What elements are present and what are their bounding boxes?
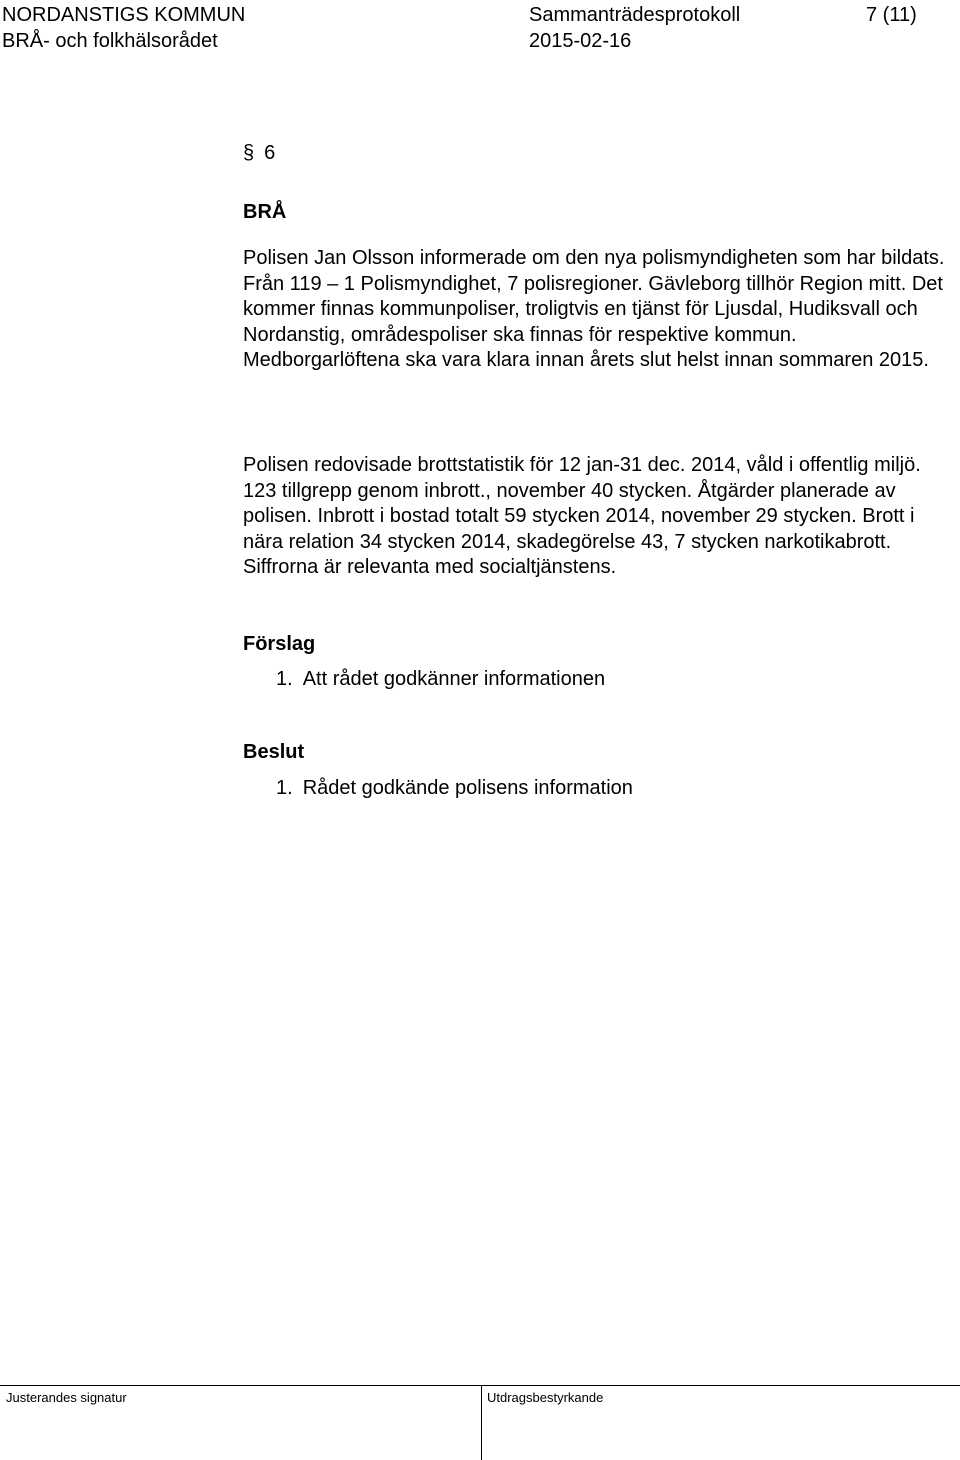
body-paragraph-2 xyxy=(243,453,948,581)
section-number-value: 6 xyxy=(264,142,276,164)
paragraph-text: Medborgarlöftena ska vara klara innan årets slut helst innan sommaren 2015. xyxy=(243,349,929,371)
footer-divider xyxy=(481,1386,482,1460)
header-date: 2015-02-16 xyxy=(529,30,632,52)
footer-justerandes-signatur: Justerandes signatur xyxy=(6,1390,127,1405)
signature-footer xyxy=(0,1385,960,1460)
section-number xyxy=(243,140,275,166)
footer-utdragsbestyrkande: Utdragsbestyrkande xyxy=(487,1390,604,1405)
paragraph-text: Polisen redovisade brottstatistik för 12 jan-31 dec. 2014, våld i offentlig miljö. 123 tillgrepp genom inbrott., november 40 stycken. Åtgärder planerade av polisen. Inbrott i bostad totalt 59 stycken 2014, november 29 stycken. Brott i nära relation 34 stycken 2014, skadegörelse 43, 7 stycken narkotikabrott. Siffrorna är relevanta med socialtjänstens. xyxy=(243,454,921,578)
beslut-heading: Beslut xyxy=(243,741,305,763)
beslut-item xyxy=(276,775,633,801)
forslag-item-number: 1. xyxy=(276,668,293,690)
forslag-heading: Förslag xyxy=(243,633,316,655)
header-municipality: NORDANSTIGS KOMMUN xyxy=(2,4,246,26)
header-doc-type: Sammanträdesprotokoll xyxy=(529,4,741,26)
section-symbol: § xyxy=(243,142,255,164)
body-paragraph-1 xyxy=(243,246,948,374)
beslut-item-text: Rådet godkände polisens information xyxy=(302,777,633,799)
forslag-item-text: Att rådet godkänner informationen xyxy=(302,668,606,690)
header-page-number: 7 (11) xyxy=(866,4,917,26)
forslag-item xyxy=(276,666,605,692)
section-title: BRÅ xyxy=(243,201,287,223)
header-committee: BRÅ- och folkhälsorådet xyxy=(2,30,218,52)
beslut-item-number: 1. xyxy=(276,777,293,799)
paragraph-text: Polisen Jan Olsson informerade om den nya polismyndigheten som har bildats. Från 119 – 1 Polismyndighet, 7 polisregioner. Gävleborg tillhör Region mitt. Det kommer finnas kommunpoliser, troligtvis en tjänst för Ljusdal, Hudiksvall och Nordanstig, områdespoliser ska finnas för respektive kommun. xyxy=(243,247,945,346)
